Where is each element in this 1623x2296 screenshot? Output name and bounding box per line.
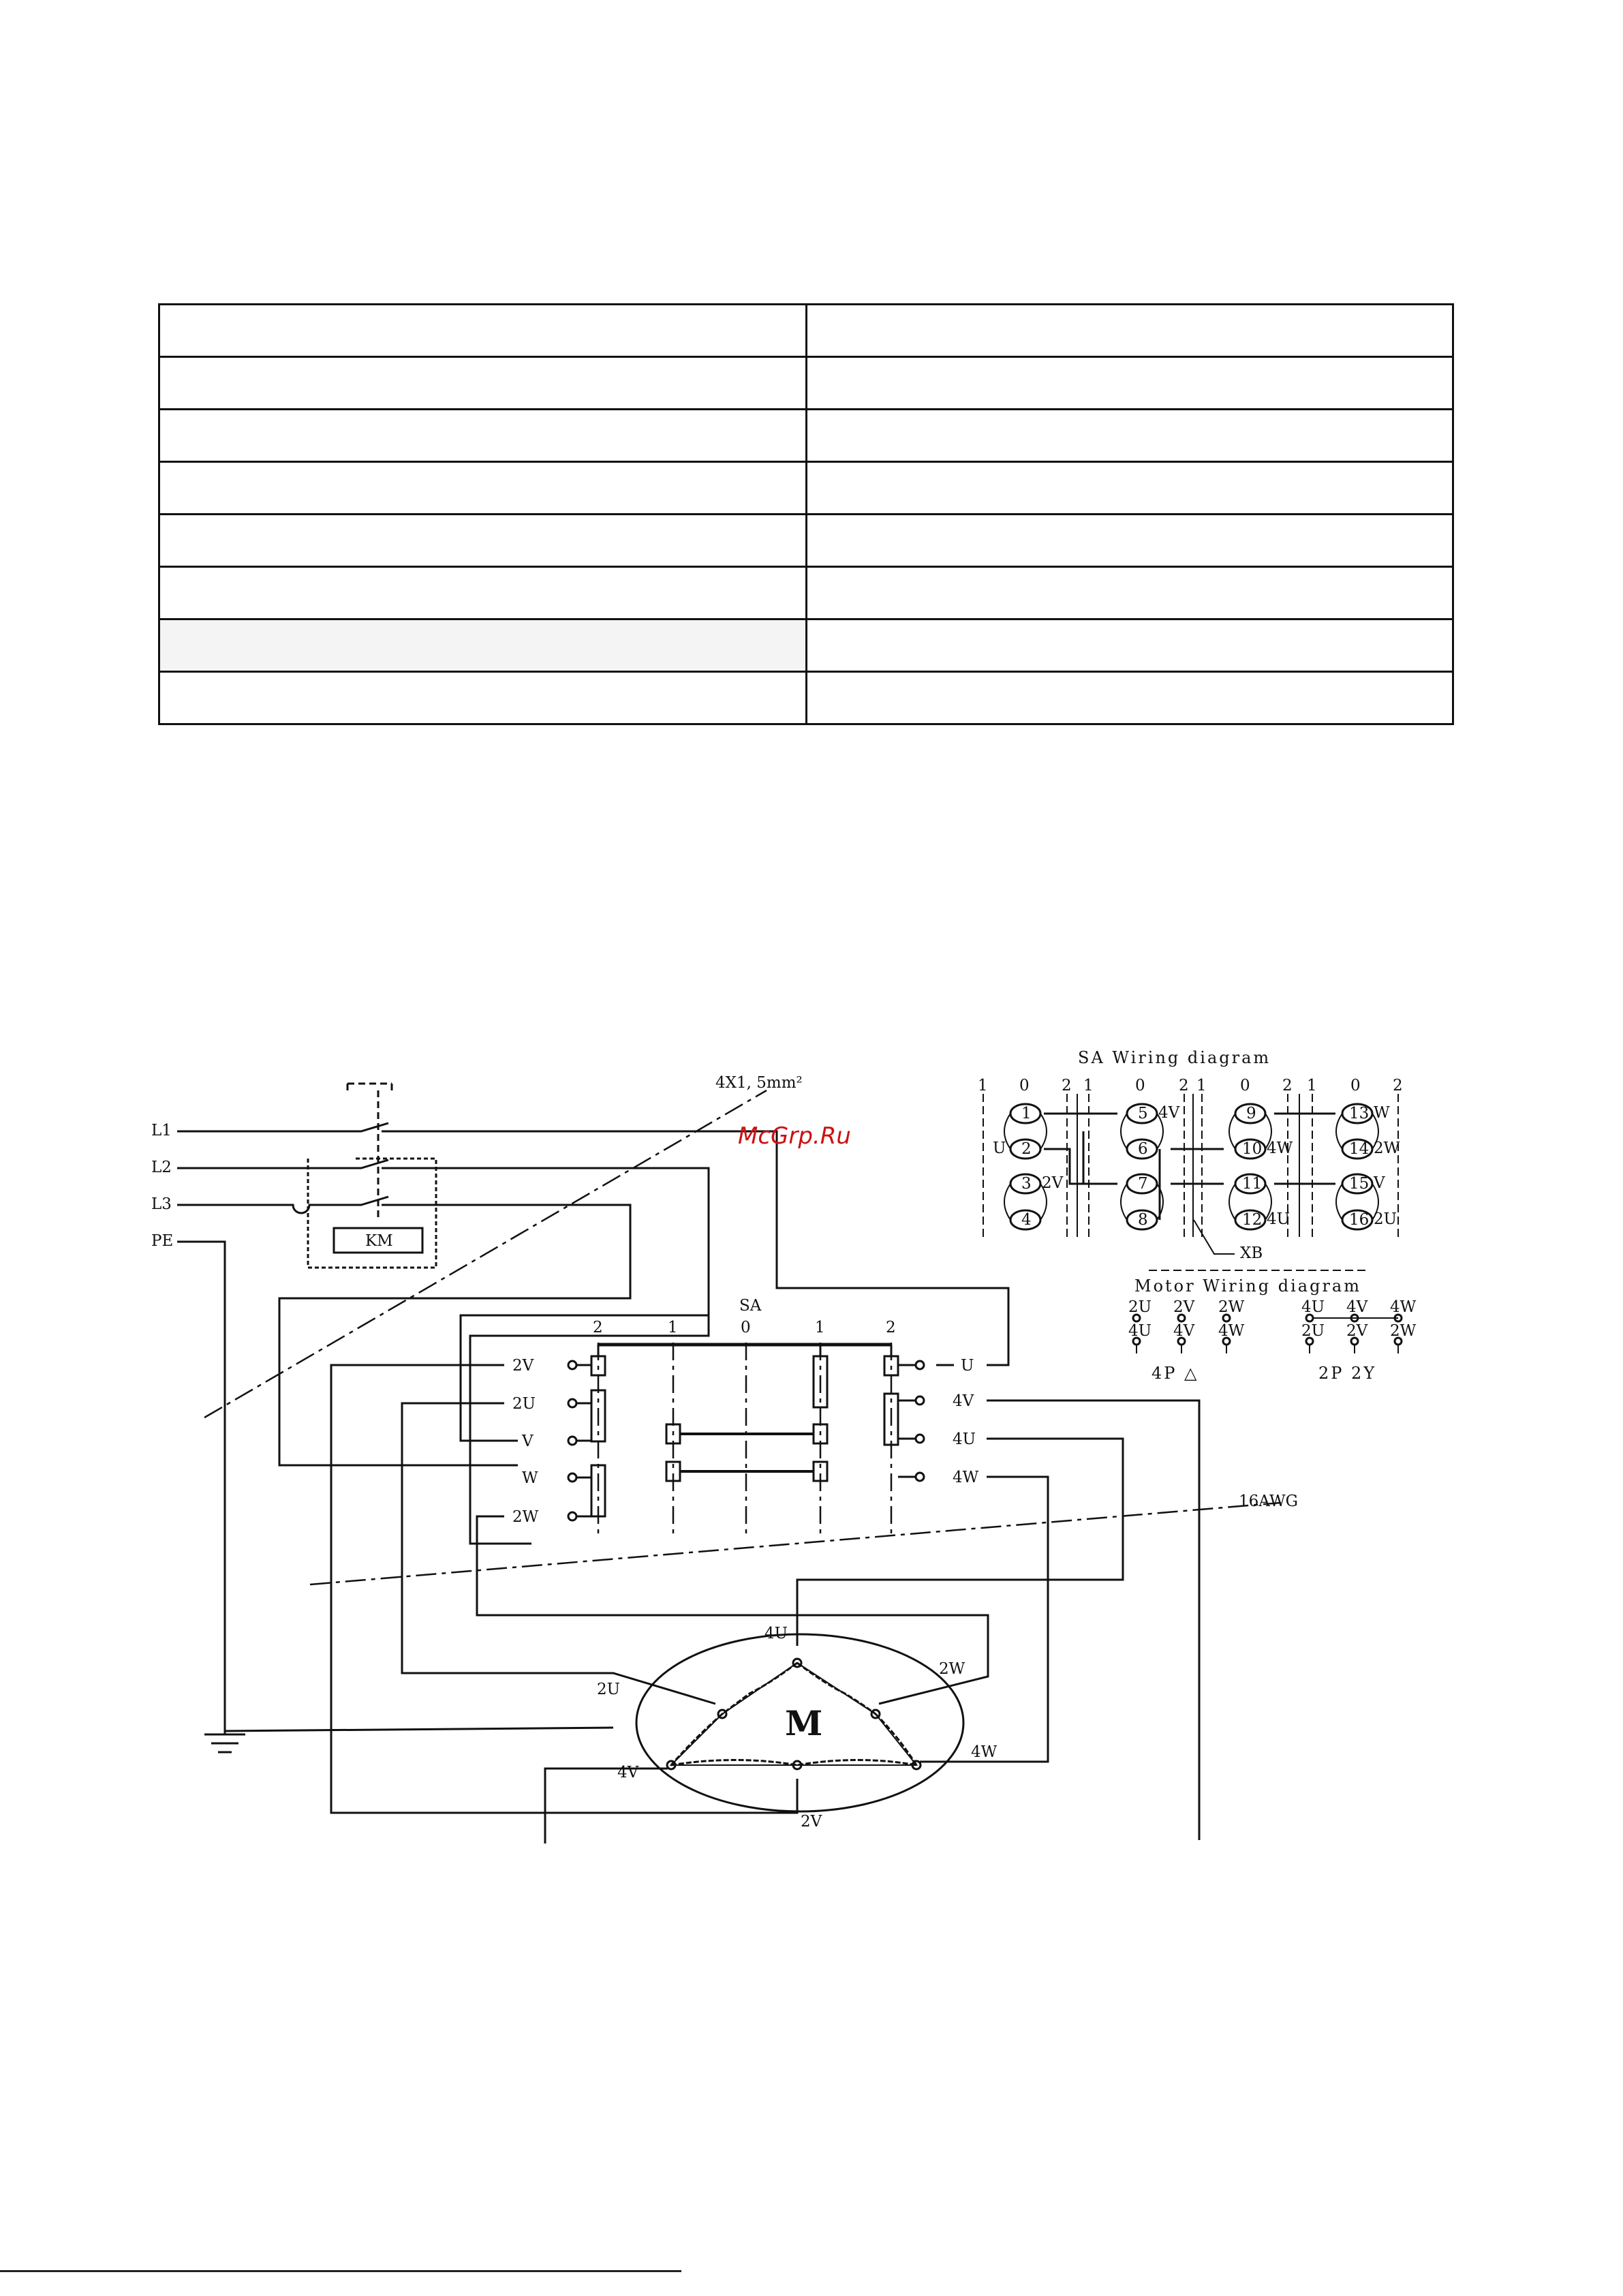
terminal-dot — [568, 1512, 576, 1520]
terminal-dot — [1133, 1315, 1140, 1321]
sa-contact-tag: 4W — [1267, 1139, 1293, 1157]
sa-contact-number: 5 — [1138, 1105, 1148, 1122]
motor-terminal-label: 2U — [597, 1681, 621, 1698]
sa-contact-tag: 4U — [1267, 1210, 1290, 1228]
wire-pe — [177, 1242, 225, 1734]
cable-bottom-label: 16AWG — [1239, 1493, 1298, 1510]
terminal-label: 4V — [1346, 1298, 1368, 1316]
watermark: McGrp.Ru — [738, 1122, 851, 1150]
terminal-dot — [568, 1473, 576, 1482]
sa-contact-number: 1 — [1021, 1105, 1032, 1122]
sa-wiring-diagram — [978, 1048, 1403, 1270]
terminal-label: U — [961, 1357, 974, 1375]
sa-contact-number: 14 — [1349, 1140, 1370, 1158]
sa-contact-number: 8 — [1138, 1211, 1148, 1229]
sa-contact-number: 10 — [1242, 1140, 1263, 1158]
sa-pos-label: 1 — [978, 1077, 988, 1095]
sa-position-row — [978, 1077, 1403, 1095]
sa-contact-tag: 4V — [1158, 1104, 1180, 1122]
terminal-label: W — [522, 1469, 538, 1487]
wire-l2 — [177, 1160, 709, 1544]
terminal-label: 2U — [1301, 1322, 1325, 1340]
sa-contact-tag: U — [993, 1139, 1006, 1157]
sa-contact-number: 13 — [1349, 1105, 1370, 1122]
terminal-dot — [1223, 1338, 1230, 1345]
terminal-dot — [916, 1473, 924, 1481]
high-speed-connection — [1301, 1298, 1417, 1383]
sa-wiring-position-lines — [983, 1094, 1398, 1237]
terminal-dot — [1133, 1338, 1140, 1345]
sa-right-terminals — [898, 1357, 979, 1486]
wire-2w — [477, 1516, 988, 1704]
sa-pos-label: 1 — [1196, 1077, 1207, 1095]
sa-position-label: 0 — [741, 1319, 751, 1336]
terminal-label: 2V — [1173, 1298, 1195, 1316]
sa-contact-tag: W — [1374, 1104, 1390, 1122]
terminal-leads — [576, 1365, 591, 1516]
motor-wiring-diagram — [1128, 1276, 1417, 1383]
sa-contact-number: 2 — [1021, 1140, 1032, 1158]
motor-wiring-title: Motor Wiring diagram — [1134, 1276, 1361, 1296]
line-pe-label: PE — [151, 1232, 174, 1250]
terminal-dot — [1395, 1338, 1402, 1345]
terminal-label: 4V — [953, 1392, 974, 1410]
sa-contact-tag: 2W — [1374, 1139, 1400, 1157]
terminal-label: 2W — [1390, 1322, 1417, 1340]
terminal-dot — [1223, 1315, 1230, 1321]
breaker-enclosure — [308, 1159, 436, 1268]
line-l1-label: L1 — [151, 1122, 172, 1139]
terminal-leads — [1137, 1345, 1226, 1353]
xb-label: XB — [1240, 1244, 1263, 1262]
motor-terminal-label: 4U — [764, 1625, 788, 1642]
cable-top-label: 4X1, 5mm² — [715, 1074, 803, 1092]
breaker-link — [347, 1084, 392, 1220]
motor-terminal-label: 2V — [801, 1813, 822, 1831]
terminal-label: 4U — [1301, 1298, 1325, 1316]
km-label: KM — [365, 1232, 393, 1250]
wire-l3 — [177, 1197, 630, 1465]
sa-contact-number: 9 — [1246, 1105, 1256, 1122]
terminal-label: 2U — [512, 1395, 536, 1413]
terminal-dot — [916, 1361, 924, 1369]
terminal-label: 2V — [1346, 1322, 1368, 1340]
terminal-leads — [898, 1365, 916, 1477]
terminal-label: 2W — [1218, 1298, 1245, 1316]
xb-leader — [1194, 1220, 1235, 1254]
sa-contact-number: 3 — [1021, 1175, 1032, 1193]
terminal-dot — [1306, 1338, 1313, 1345]
sa-pos-label: 2 — [1062, 1077, 1072, 1095]
sa-contact-number: 4 — [1021, 1211, 1032, 1229]
sa-position-label: 2 — [593, 1319, 603, 1336]
sa-title: SA — [739, 1297, 762, 1315]
sa-pos-label: 1 — [1307, 1077, 1317, 1095]
sa-wiring-title: SA Wiring diagram — [1078, 1048, 1271, 1067]
low-speed-connection — [1128, 1298, 1245, 1383]
terminal-dot — [916, 1396, 924, 1405]
motor-terminal-label: 4W — [971, 1743, 998, 1761]
sa-contact-grid — [993, 1104, 1400, 1229]
terminal-dot — [568, 1437, 576, 1445]
sa-pos-label: 2 — [1282, 1077, 1293, 1095]
sa-contact-number: 15 — [1349, 1175, 1370, 1193]
terminal-dot — [1306, 1315, 1313, 1321]
terminal-label: 4U — [953, 1430, 976, 1448]
sa-contact-tag: V — [1374, 1174, 1385, 1192]
motor-terminal-label: 2W — [939, 1660, 965, 1678]
terminal-label: 2V — [512, 1357, 534, 1375]
terminal-label: 4W — [1218, 1322, 1245, 1340]
sa-pos-label: 0 — [1135, 1077, 1145, 1095]
sa-pos-label: 1 — [1083, 1077, 1094, 1095]
terminal-label: 2U — [1128, 1298, 1152, 1316]
terminal-dot — [568, 1361, 576, 1369]
sa-contact-tag: 2V — [1042, 1174, 1064, 1192]
motor-symbol: M — [785, 1703, 823, 1743]
sa-contact-number: 6 — [1138, 1140, 1148, 1158]
wire-pe-motor — [225, 1728, 613, 1731]
sa-contact-tag: 2U — [1374, 1210, 1397, 1228]
wire-4v-motor — [545, 1769, 668, 1843]
terminal-leads — [1310, 1345, 1398, 1353]
terminal-label: 4U — [1128, 1322, 1152, 1340]
sa-contact-number: 12 — [1242, 1211, 1263, 1229]
sa-position-lines — [598, 1343, 891, 1533]
sa-pos-label: 0 — [1019, 1077, 1030, 1095]
wire-4w — [920, 1477, 1048, 1762]
sa-position-label: 1 — [815, 1319, 825, 1336]
footnote-rule — [0, 2270, 681, 2272]
supply-lines — [151, 1084, 1008, 1752]
terminal-label: V — [522, 1433, 534, 1450]
terminal-label: 4W — [953, 1469, 979, 1486]
sa-pos-label: 0 — [1350, 1077, 1361, 1095]
ground-icon — [204, 1734, 245, 1752]
sa-contact-number: 11 — [1242, 1175, 1263, 1193]
terminal-label: 4V — [1173, 1322, 1195, 1340]
terminal-dot — [568, 1399, 576, 1407]
line-l2-label: L2 — [151, 1159, 172, 1176]
terminal-dot — [916, 1435, 924, 1443]
cable-line-top — [204, 1090, 767, 1418]
sa-position-label: 1 — [668, 1319, 678, 1336]
sa-pos-label: 0 — [1240, 1077, 1250, 1095]
wire-4v — [987, 1400, 1199, 1840]
sa-left-terminals — [512, 1357, 591, 1526]
sa-contact-number: 16 — [1349, 1211, 1370, 1229]
low-speed-label: 4P △ — [1151, 1364, 1199, 1383]
sa-position-label: 2 — [886, 1319, 896, 1336]
motor-terminal-label: 4V — [617, 1764, 639, 1781]
high-speed-label: 2P 2Y — [1318, 1364, 1377, 1383]
sa-pos-label: 2 — [1179, 1077, 1189, 1095]
line-l3-label: L3 — [151, 1195, 172, 1213]
terminal-dot — [1178, 1338, 1185, 1345]
sa-drops — [598, 1345, 891, 1356]
terminal-label: 4W — [1390, 1298, 1417, 1316]
terminal-label: 2W — [512, 1508, 539, 1526]
terminal-dot — [1351, 1338, 1358, 1345]
cable-line-bottom — [310, 1503, 1281, 1585]
sa-contact-number: 7 — [1138, 1175, 1148, 1193]
terminal-dot — [1178, 1315, 1185, 1321]
sa-pos-label: 2 — [1393, 1077, 1403, 1095]
